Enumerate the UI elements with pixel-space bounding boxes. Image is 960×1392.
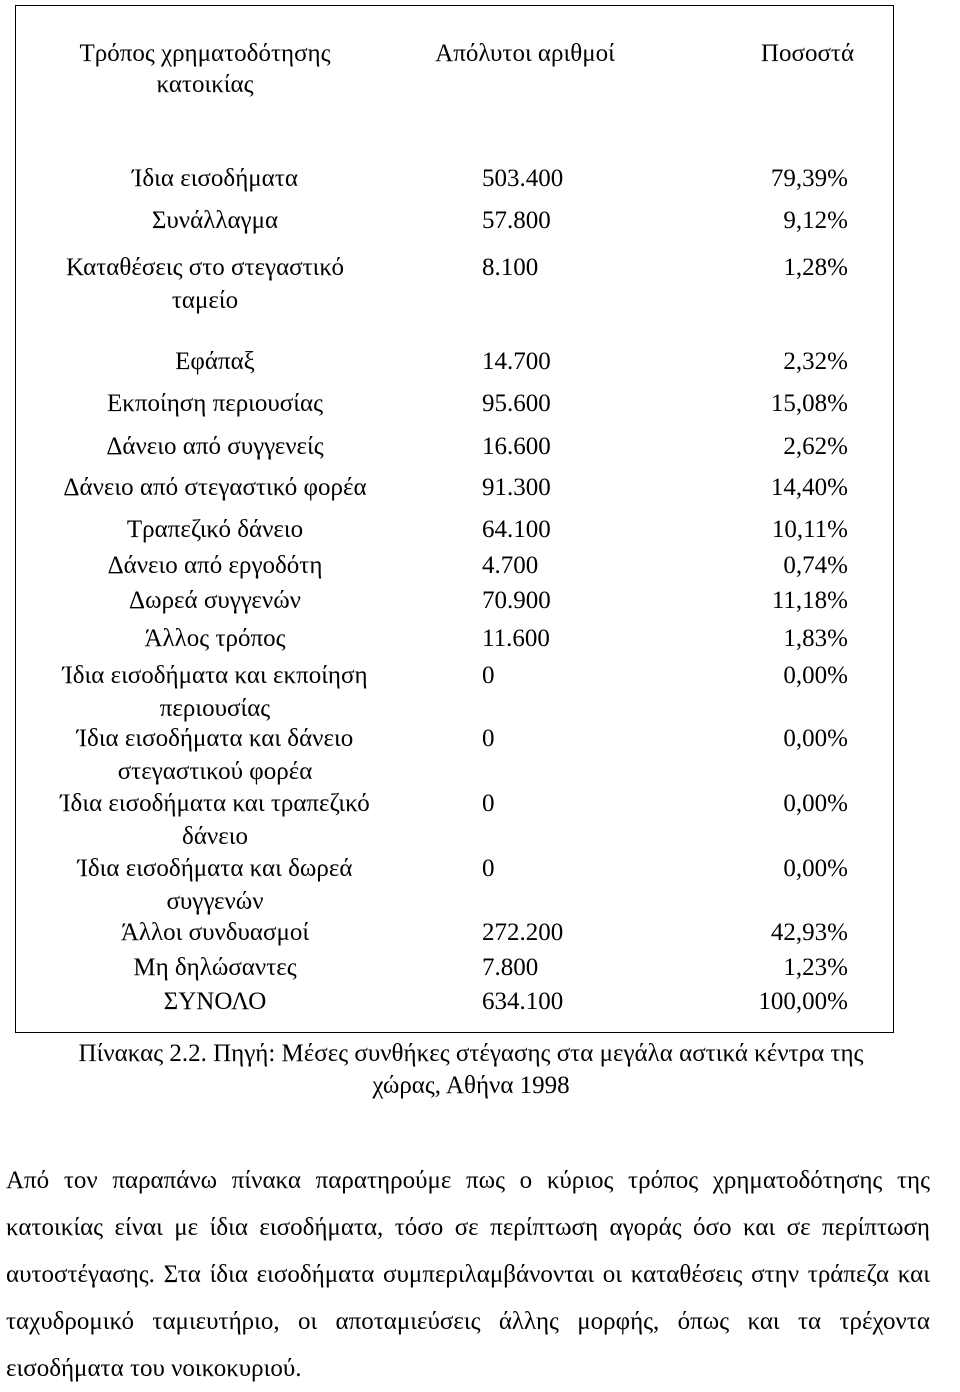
row-value: 70.900	[482, 587, 551, 614]
row-percent: 14,40%	[770, 474, 848, 501]
row-value: 0	[482, 855, 495, 882]
row-percent: 1,28%	[783, 254, 848, 281]
row-percent: 0,00%	[783, 725, 848, 752]
row-label: Άλλοι συνδυασμοί	[120, 919, 310, 946]
row-percent: 9,12%	[783, 207, 848, 234]
row-percent: 1,23%	[783, 954, 848, 981]
row-value: 0	[482, 662, 495, 689]
row-percent: 0,00%	[783, 855, 848, 882]
row-percent: 10,11%	[771, 516, 848, 543]
row-value: 0	[482, 725, 495, 752]
row-label: Δωρεά συγγενών	[129, 587, 301, 614]
row-label: Δάνειο από εργοδότη	[107, 552, 323, 579]
row-value: 4.700	[482, 552, 539, 579]
header-method: Τρόπος χρηματοδότησης κατοικίας	[79, 40, 331, 98]
row-label: ΣΥΝΟΛΟ	[163, 988, 267, 1015]
row-label: Εφάπαξ	[175, 348, 255, 375]
row-value: 11.600	[482, 625, 550, 652]
row-label: Καταθέσεις στο στεγαστικό ταμείο	[66, 254, 344, 314]
row-percent: 2,32%	[783, 348, 848, 375]
row-value: 503.400	[482, 165, 564, 192]
row-percent: 79,39%	[770, 165, 848, 192]
row-percent: 42,93%	[770, 919, 848, 946]
row-label: Άλλος τρόπος	[144, 625, 286, 652]
row-label: Ίδια εισοδήματα και τραπεζικό δάνειο	[60, 790, 370, 850]
table-caption: Πίνακας 2.2. Πηγή: Μέσες συνθήκες στέγασης στα μεγάλα αστικά κέντρα της χώρας, Αθήνα 1998	[78, 1040, 864, 1099]
row-value: 95.600	[482, 390, 551, 417]
row-value: 634.100	[482, 988, 564, 1015]
row-value: 7.800	[482, 954, 539, 981]
row-value: 91.300	[482, 474, 551, 501]
header-percent: Ποσοστά	[760, 40, 855, 67]
row-label: Ίδια εισοδήματα και δωρεά συγγενών	[77, 855, 353, 915]
row-value: 57.800	[482, 207, 551, 234]
row-value: 8.100	[482, 254, 539, 281]
row-percent: 0,00%	[783, 662, 848, 689]
row-label: Συνάλλαγμα	[151, 207, 279, 234]
row-value: 272.200	[482, 919, 564, 946]
row-percent: 0,00%	[783, 790, 848, 817]
row-percent: 0,74%	[783, 552, 848, 579]
row-label: Ίδια εισοδήματα και δάνειο στεγαστικού φορέα	[76, 725, 354, 785]
row-percent: 11,18%	[771, 587, 848, 614]
row-percent: 1,83%	[783, 625, 848, 652]
row-label: Ίδια εισοδήματα	[132, 165, 298, 192]
row-label: Ίδια εισοδήματα και εκποίηση περιουσίας	[62, 662, 368, 722]
row-label: Μη δηλώσαντες	[133, 954, 297, 981]
row-percent: 100,00%	[758, 988, 848, 1015]
row-label: Δάνειο από στεγαστικό φορέα	[63, 474, 367, 501]
header-absolute: Απόλυτοι αριθμοί	[435, 40, 615, 67]
row-value: 64.100	[482, 516, 551, 543]
row-value: 14.700	[482, 348, 551, 375]
row-percent: 15,08%	[770, 390, 848, 417]
row-value: 16.600	[482, 433, 551, 460]
row-label: Δάνειο από συγγενείς	[106, 433, 324, 460]
row-label: Τραπεζικό δάνειο	[126, 516, 304, 543]
body-paragraph: Από τον παραπάνω πίνακα παρατηρούμε πως ο κύριος τρόπος χρηματοδότησης της κατοικίας είναι με ίδια εισοδήματα, τόσο σε περίπτωση αγοράς όσο και σε περίπτωση αυτοστέγασης. Στα ίδια εισοδήματα συμπεριλαμβάνονται οι καταθέσεις στην τράπεζα και ταχυδρομικό ταμιευτήριο, οι αποταμιεύσεις άλλης μορφής, όπως και τα τρέχοντα εισοδήματα του νοικοκυριού.	[6, 1167, 930, 1382]
row-label: Εκποίηση περιουσίας	[107, 390, 323, 417]
row-value: 0	[482, 790, 495, 817]
row-percent: 2,62%	[783, 433, 848, 460]
